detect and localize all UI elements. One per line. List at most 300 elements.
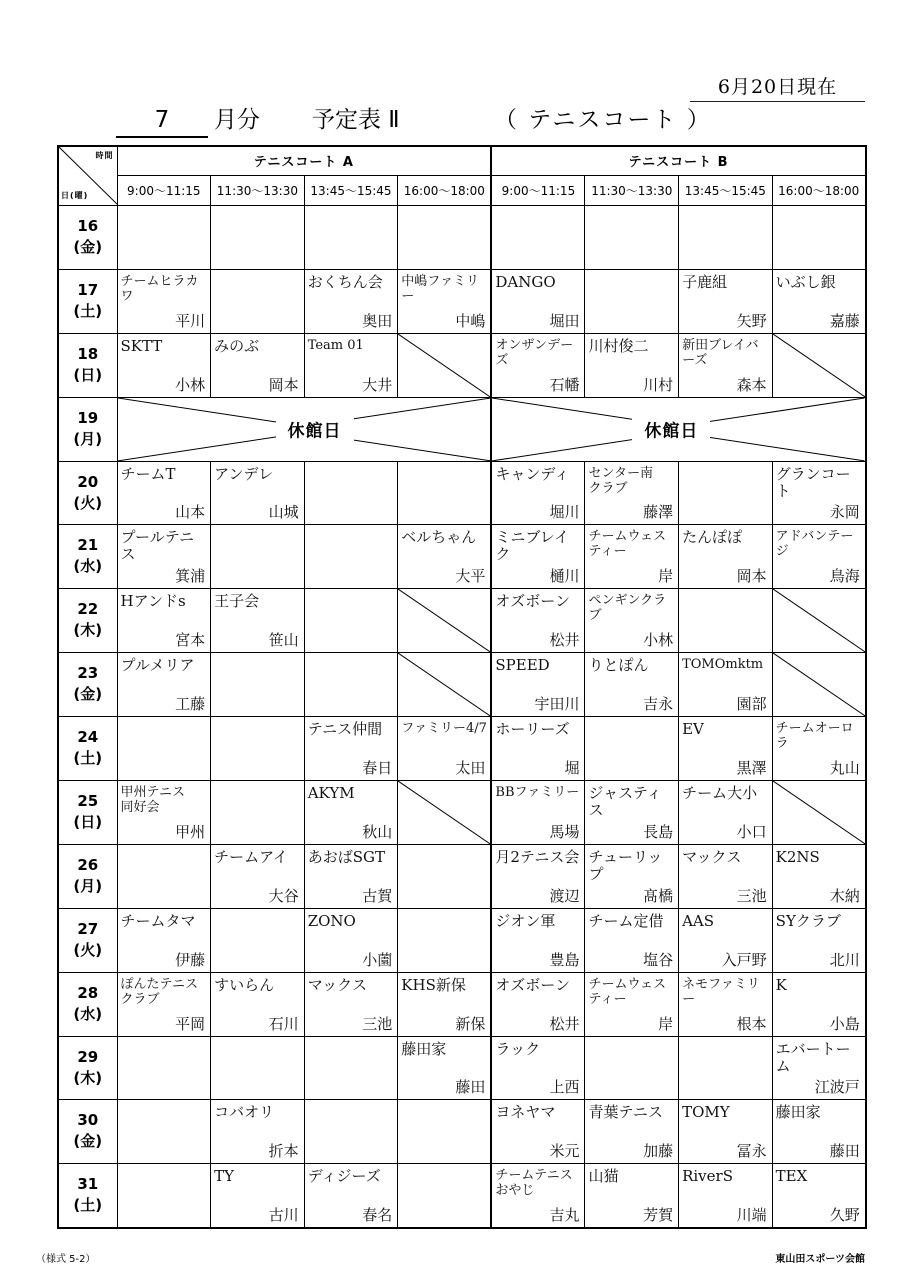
booking-cell bbox=[304, 781, 398, 845]
empty-slot bbox=[117, 844, 211, 908]
booking-cell bbox=[117, 781, 211, 845]
day-cell bbox=[58, 397, 117, 461]
closed-day-cell bbox=[117, 397, 491, 461]
team-name: ファミリー4/7 bbox=[401, 721, 487, 737]
representative-name: 山城 bbox=[268, 503, 299, 522]
team-name: あおばSGT bbox=[307, 847, 385, 866]
representative-name: 馬場 bbox=[549, 822, 580, 841]
empty-slot bbox=[679, 1036, 773, 1100]
day-cell bbox=[58, 525, 117, 589]
team-name: りとぽん bbox=[588, 656, 649, 675]
booking-cell bbox=[772, 1036, 866, 1100]
booking-cell bbox=[772, 972, 866, 1036]
team-name: アドバンテージ bbox=[775, 529, 854, 560]
weekday: (土) bbox=[73, 1196, 103, 1215]
day-cell bbox=[58, 589, 117, 653]
title-facility: （ テニスコート ） bbox=[494, 107, 712, 133]
representative-name: 丸山 bbox=[829, 759, 860, 778]
representative-name: 春名 bbox=[362, 1205, 393, 1224]
booking-cell bbox=[117, 908, 211, 972]
booking-cell bbox=[117, 269, 211, 333]
booking-cell bbox=[491, 908, 585, 972]
team-name: チームテニス おやじ bbox=[495, 1168, 573, 1199]
team-name: チーム定借 bbox=[588, 911, 664, 930]
empty-slot bbox=[585, 717, 679, 781]
time-slot-header: 11:30～13:30 bbox=[211, 175, 305, 205]
booking-cell bbox=[491, 333, 585, 397]
empty-slot bbox=[398, 908, 492, 972]
booking-cell bbox=[117, 972, 211, 1036]
empty-slot bbox=[304, 206, 398, 270]
booking-cell bbox=[585, 653, 679, 717]
day-row bbox=[58, 525, 866, 589]
booking-cell bbox=[772, 1100, 866, 1164]
team-name: TOMY bbox=[682, 1103, 730, 1122]
representative-name: 入戸野 bbox=[721, 950, 767, 969]
booking-cell bbox=[679, 269, 773, 333]
day-number: 25 bbox=[77, 792, 99, 811]
team-name: RiverS bbox=[682, 1167, 733, 1186]
representative-name: 古賀 bbox=[362, 886, 393, 905]
day-cell bbox=[58, 844, 117, 908]
team-name: プールテニス bbox=[120, 528, 195, 564]
day-number: 31 bbox=[77, 1175, 99, 1194]
empty-slot bbox=[117, 1100, 211, 1164]
representative-name: 奥田 bbox=[362, 311, 393, 330]
representative-name: 伊藤 bbox=[175, 950, 206, 969]
team-name: チームT bbox=[120, 464, 176, 483]
weekday: (木) bbox=[73, 1068, 103, 1087]
representative-name: 松井 bbox=[549, 1014, 580, 1033]
team-name: すいらん bbox=[214, 975, 275, 994]
team-name: マックス bbox=[682, 847, 742, 866]
representative-name: 久野 bbox=[829, 1205, 860, 1224]
empty-slot bbox=[304, 589, 398, 653]
day-cell bbox=[58, 653, 117, 717]
booking-cell bbox=[491, 525, 585, 589]
team-name: ペンギンクラブ bbox=[588, 593, 667, 624]
unavailable-slot bbox=[398, 653, 492, 717]
representative-name: 工藤 bbox=[175, 695, 206, 714]
schedule-table bbox=[57, 145, 867, 1229]
booking-cell bbox=[679, 653, 773, 717]
representative-name: 上西 bbox=[549, 1078, 580, 1097]
team-name: TY bbox=[214, 1167, 235, 1186]
representative-name: 三池 bbox=[736, 886, 767, 905]
empty-slot bbox=[211, 781, 305, 845]
representative-name: 三池 bbox=[362, 1014, 393, 1033]
team-name: プルメリア bbox=[120, 656, 195, 675]
day-row bbox=[58, 972, 866, 1036]
representative-name: 中嶋 bbox=[455, 311, 486, 330]
booking-cell bbox=[679, 972, 773, 1036]
team-name: TOMOmktm bbox=[682, 657, 764, 673]
empty-slot bbox=[398, 1164, 492, 1228]
representative-name: 平川 bbox=[175, 311, 206, 330]
day-number: 27 bbox=[77, 919, 99, 938]
booking-cell bbox=[304, 269, 398, 333]
day-number: 24 bbox=[77, 728, 99, 747]
title-month-suffix: 月分 bbox=[214, 107, 260, 133]
representative-name: 小口 bbox=[736, 822, 767, 841]
booking-cell bbox=[491, 717, 585, 781]
representative-name: 森本 bbox=[736, 375, 767, 394]
empty-slot bbox=[117, 1036, 211, 1100]
representative-name: 樋川 bbox=[549, 567, 580, 586]
team-name: オズボーン bbox=[495, 975, 570, 994]
team-name: おくちん会 bbox=[307, 272, 383, 291]
booking-cell bbox=[211, 972, 305, 1036]
team-name: 青葉テニス bbox=[588, 1103, 663, 1122]
empty-slot bbox=[491, 206, 585, 270]
booking-cell bbox=[304, 972, 398, 1036]
empty-slot bbox=[398, 461, 492, 525]
title-label: 予定表 Ⅱ bbox=[312, 107, 400, 133]
day-row bbox=[58, 461, 866, 525]
team-name: チームアイ bbox=[214, 847, 288, 866]
weekday: (金) bbox=[73, 238, 103, 256]
booking-cell bbox=[585, 1100, 679, 1164]
day-row bbox=[58, 589, 866, 653]
team-name: ディジーズ bbox=[307, 1167, 381, 1186]
empty-slot bbox=[679, 589, 773, 653]
representative-name: 嘉藤 bbox=[829, 311, 860, 330]
representative-name: 宮本 bbox=[175, 631, 206, 650]
team-name: SKTT bbox=[120, 336, 163, 355]
team-name: マックス bbox=[307, 975, 367, 994]
day-number: 16 bbox=[77, 217, 99, 235]
weekday: (金) bbox=[73, 1132, 103, 1151]
empty-slot bbox=[398, 206, 492, 270]
representative-name: 鳥海 bbox=[829, 567, 860, 586]
representative-name: 岡本 bbox=[268, 375, 299, 394]
representative-name: 芳賀 bbox=[643, 1205, 674, 1224]
booking-cell bbox=[491, 781, 585, 845]
representative-name: 江波戸 bbox=[814, 1078, 860, 1097]
team-name: TEX bbox=[775, 1167, 808, 1186]
time-slot-header: 16:00～18:00 bbox=[398, 175, 492, 205]
representative-name: 藤田 bbox=[829, 1142, 860, 1161]
team-name: チームウェスティー bbox=[588, 529, 666, 560]
empty-slot bbox=[304, 461, 398, 525]
booking-cell bbox=[117, 461, 211, 525]
representative-name: 岸 bbox=[658, 567, 674, 586]
team-name: K bbox=[775, 975, 787, 994]
day-cell bbox=[58, 781, 117, 845]
empty-slot bbox=[304, 1100, 398, 1164]
day-cell bbox=[58, 333, 117, 397]
empty-slot bbox=[304, 653, 398, 717]
weekday: (火) bbox=[73, 493, 103, 512]
booking-cell bbox=[211, 1164, 305, 1228]
empty-slot bbox=[304, 1036, 398, 1100]
unavailable-slot bbox=[772, 333, 866, 397]
booking-cell bbox=[117, 333, 211, 397]
team-name: チームウェスティー bbox=[588, 976, 666, 1007]
representative-name: 根本 bbox=[736, 1014, 767, 1033]
empty-slot bbox=[772, 206, 866, 270]
team-name: ZONO bbox=[307, 911, 356, 930]
unavailable-slot bbox=[772, 781, 866, 845]
day-number: 19 bbox=[77, 408, 99, 427]
booking-cell bbox=[491, 844, 585, 908]
team-name: たんぽぽ bbox=[682, 528, 743, 547]
representative-name: 堀川 bbox=[549, 503, 580, 522]
empty-slot bbox=[117, 1164, 211, 1228]
team-name: EV bbox=[682, 720, 704, 739]
representative-name: 松井 bbox=[549, 631, 580, 650]
closed-day-cell bbox=[491, 397, 865, 461]
representative-name: 古川 bbox=[268, 1205, 299, 1224]
empty-slot bbox=[211, 269, 305, 333]
booking-cell bbox=[491, 1036, 585, 1100]
booking-cell bbox=[772, 461, 866, 525]
unavailable-slot bbox=[772, 589, 866, 653]
day-number: 28 bbox=[77, 983, 99, 1002]
booking-cell bbox=[585, 781, 679, 845]
team-name: 月2テニス会 bbox=[495, 847, 580, 866]
booking-cell bbox=[585, 844, 679, 908]
team-name: ネモファミリー bbox=[682, 976, 760, 1007]
court-a-header: テニスコート A bbox=[117, 146, 491, 175]
team-name: エバートーム bbox=[775, 1039, 851, 1075]
team-name: KHS新保 bbox=[401, 975, 466, 994]
representative-name: 大井 bbox=[362, 375, 393, 394]
representative-name: 川端 bbox=[736, 1205, 767, 1224]
day-number: 29 bbox=[77, 1047, 99, 1066]
day-number: 17 bbox=[77, 280, 99, 299]
organization-name: 東山田スポーツ会館 bbox=[775, 1254, 865, 1265]
day-number: 30 bbox=[77, 1111, 99, 1130]
booking-cell bbox=[398, 1036, 492, 1100]
team-name: チームオーロラ bbox=[775, 721, 854, 752]
booking-cell bbox=[772, 844, 866, 908]
booking-cell bbox=[491, 653, 585, 717]
team-name: チューリップ bbox=[588, 847, 663, 883]
team-name: 新田ブレイバーズ bbox=[682, 337, 759, 368]
day-number: 20 bbox=[77, 472, 99, 491]
team-name: いぶし銀 bbox=[775, 272, 836, 291]
team-name: 王子会 bbox=[214, 592, 260, 611]
day-row bbox=[58, 333, 866, 397]
closed-day-label: 休館日 bbox=[276, 417, 354, 442]
booking-cell bbox=[117, 589, 211, 653]
team-name: 藤田家 bbox=[775, 1103, 821, 1122]
booking-cell bbox=[398, 972, 492, 1036]
representative-name: 折本 bbox=[268, 1142, 299, 1161]
time-slot-header: 13:45～15:45 bbox=[679, 175, 773, 205]
representative-name: 新保 bbox=[455, 1014, 486, 1033]
weekday: (火) bbox=[73, 940, 103, 959]
unavailable-slot bbox=[772, 653, 866, 717]
booking-cell bbox=[679, 781, 773, 845]
empty-slot bbox=[117, 717, 211, 781]
empty-slot bbox=[117, 206, 211, 270]
day-cell bbox=[58, 1100, 117, 1164]
team-name: AKYM bbox=[307, 784, 355, 803]
booking-cell bbox=[491, 269, 585, 333]
day-cell bbox=[58, 461, 117, 525]
representative-name: 藤澤 bbox=[643, 503, 674, 522]
team-name: DANGO bbox=[495, 272, 556, 291]
title-month: 7 bbox=[116, 104, 208, 138]
booking-cell bbox=[211, 333, 305, 397]
unavailable-slot bbox=[398, 781, 492, 845]
empty-slot bbox=[585, 269, 679, 333]
team-name: グランコート bbox=[775, 464, 851, 500]
corner-day-label: 日(曜) bbox=[61, 191, 89, 200]
team-name: SPEED bbox=[495, 656, 550, 675]
day-cell bbox=[58, 1036, 117, 1100]
team-name: Hアンドs bbox=[120, 592, 186, 611]
representative-name: 塩谷 bbox=[643, 950, 674, 969]
day-number: 23 bbox=[77, 664, 99, 683]
team-name: チームタマ bbox=[120, 911, 196, 930]
page-title bbox=[116, 104, 756, 140]
booking-cell bbox=[304, 844, 398, 908]
booking-cell bbox=[679, 1164, 773, 1228]
representative-name: 吉丸 bbox=[549, 1205, 580, 1224]
booking-cell bbox=[679, 844, 773, 908]
representative-name: 大谷 bbox=[268, 886, 299, 905]
corner-time-label: 時間 bbox=[95, 151, 114, 160]
weekday: (木) bbox=[73, 621, 103, 640]
day-number: 18 bbox=[77, 344, 99, 363]
team-name: SYクラブ bbox=[775, 911, 841, 930]
booking-cell bbox=[304, 1164, 398, 1228]
day-cell bbox=[58, 206, 117, 270]
representative-name: 小林 bbox=[643, 631, 674, 650]
empty-slot bbox=[585, 1036, 679, 1100]
booking-cell bbox=[117, 653, 211, 717]
team-name: ぽんたテニス クラブ bbox=[120, 976, 198, 1007]
team-name: ジャスティス bbox=[588, 784, 662, 820]
team-name: ホーリーズ bbox=[495, 720, 570, 739]
representative-name: 黒澤 bbox=[736, 759, 767, 778]
representative-name: 藤田 bbox=[455, 1078, 486, 1097]
day-cell bbox=[58, 908, 117, 972]
team-name: キャンディ bbox=[495, 464, 570, 483]
booking-cell bbox=[585, 908, 679, 972]
weekday: (水) bbox=[73, 557, 103, 576]
empty-slot bbox=[398, 844, 492, 908]
court-b-header: テニスコート B bbox=[491, 146, 865, 175]
team-name: ミニブレイク bbox=[495, 528, 570, 564]
weekday: (土) bbox=[73, 301, 103, 320]
representative-name: 岡本 bbox=[736, 567, 767, 586]
representative-name: 永岡 bbox=[829, 503, 860, 522]
empty-slot bbox=[211, 525, 305, 589]
team-name: テニス仲間 bbox=[307, 720, 383, 739]
team-name: チーム大小 bbox=[682, 784, 758, 803]
representative-name: 山本 bbox=[175, 503, 206, 522]
representative-name: 矢野 bbox=[736, 311, 767, 330]
booking-cell bbox=[772, 269, 866, 333]
representative-name: 石川 bbox=[268, 1014, 299, 1033]
representative-name: 米元 bbox=[549, 1142, 580, 1161]
weekday: (日) bbox=[73, 365, 103, 384]
day-row bbox=[58, 844, 866, 908]
booking-cell bbox=[585, 461, 679, 525]
form-number: （様式 5-2） bbox=[36, 1254, 96, 1265]
team-name: ヨネヤマ bbox=[495, 1103, 556, 1122]
day-cell bbox=[58, 972, 117, 1036]
day-cell bbox=[58, 717, 117, 781]
booking-cell bbox=[679, 333, 773, 397]
representative-name: 堀 bbox=[564, 759, 580, 778]
representative-name: 小島 bbox=[829, 1014, 860, 1033]
status-date-note: 6月20日現在 bbox=[690, 74, 865, 102]
time-slot-header: 9:00～11:15 bbox=[491, 175, 585, 205]
empty-slot bbox=[211, 717, 305, 781]
empty-slot bbox=[304, 525, 398, 589]
time-slot-header: 9:00～11:15 bbox=[117, 175, 211, 205]
booking-cell bbox=[398, 525, 492, 589]
booking-cell bbox=[679, 1100, 773, 1164]
representative-name: 豊島 bbox=[549, 950, 580, 969]
day-number: 21 bbox=[77, 536, 99, 555]
time-slot-header: 11:30～13:30 bbox=[585, 175, 679, 205]
day-row bbox=[58, 397, 866, 461]
unavailable-slot bbox=[398, 333, 492, 397]
booking-cell bbox=[211, 844, 305, 908]
booking-cell bbox=[585, 1164, 679, 1228]
weekday: (日) bbox=[73, 813, 103, 832]
team-name: ベルちゃん bbox=[401, 528, 477, 547]
representative-name: 長島 bbox=[643, 822, 674, 841]
representative-name: 笹山 bbox=[268, 631, 299, 650]
representative-name: 甲州 bbox=[175, 822, 206, 841]
representative-name: 髙橋 bbox=[643, 886, 674, 905]
empty-slot bbox=[211, 1036, 305, 1100]
booking-cell bbox=[679, 717, 773, 781]
representative-name: 渡辺 bbox=[549, 886, 580, 905]
representative-name: 冨永 bbox=[736, 1142, 767, 1161]
booking-cell bbox=[211, 1100, 305, 1164]
booking-cell bbox=[585, 589, 679, 653]
representative-name: 春日 bbox=[362, 759, 393, 778]
booking-cell bbox=[772, 908, 866, 972]
team-name: 子鹿組 bbox=[682, 272, 728, 291]
team-name: BBファミリー bbox=[495, 785, 580, 801]
booking-cell bbox=[398, 717, 492, 781]
day-row bbox=[58, 908, 866, 972]
day-row bbox=[58, 206, 866, 270]
booking-cell bbox=[211, 461, 305, 525]
team-name: Team 01 bbox=[307, 337, 364, 353]
booking-cell bbox=[491, 589, 585, 653]
day-row bbox=[58, 717, 866, 781]
booking-cell bbox=[772, 1164, 866, 1228]
booking-cell bbox=[491, 972, 585, 1036]
team-name: アンデレ bbox=[214, 464, 274, 483]
booking-cell bbox=[491, 461, 585, 525]
header-corner bbox=[58, 146, 117, 206]
day-row bbox=[58, 1036, 866, 1100]
booking-cell bbox=[772, 717, 866, 781]
team-name: 藤田家 bbox=[401, 1039, 447, 1058]
weekday: (月) bbox=[73, 876, 103, 895]
day-row bbox=[58, 781, 866, 845]
weekday: (土) bbox=[73, 749, 103, 768]
day-cell bbox=[58, 269, 117, 333]
representative-name: 園部 bbox=[736, 695, 767, 714]
team-name: みのぶ bbox=[214, 336, 260, 355]
representative-name: 小林 bbox=[175, 375, 206, 394]
representative-name: 川村 bbox=[643, 375, 674, 394]
representative-name: 大平 bbox=[455, 567, 486, 586]
team-name: オズボーン bbox=[495, 592, 570, 611]
